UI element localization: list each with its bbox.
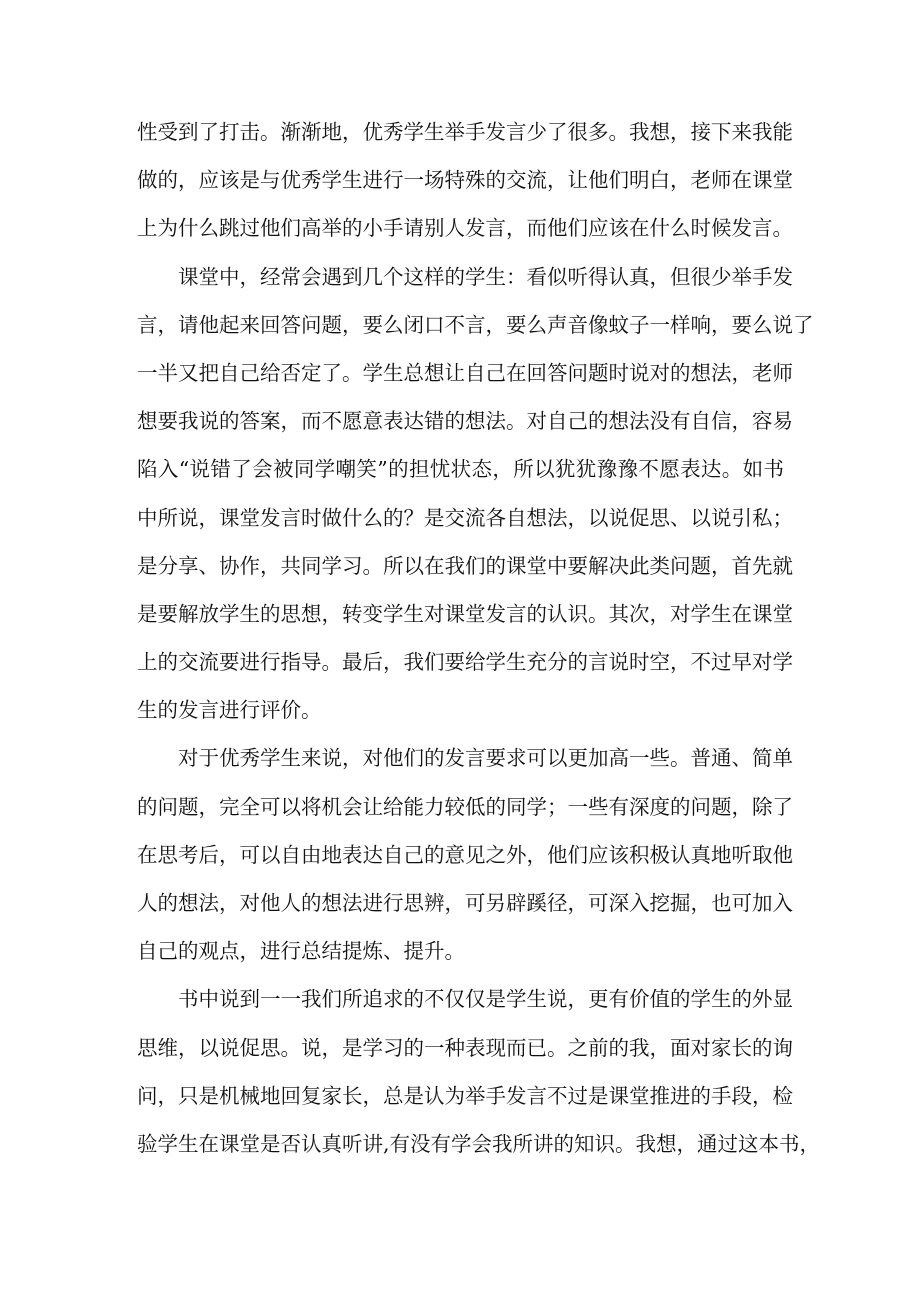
text-line: 做的，应该是与优秀学生进行一场特殊的交流，让他们明白，老师在课堂 — [137, 168, 793, 193]
text-line: 言，请他起来回答问题，要么闭口不言，要么声音像蚊子一样响，要么说了 — [137, 312, 814, 337]
text-line: 是分享、协作，共同学习。所以在我们的课堂中要解决此类问题，首先就 — [137, 553, 793, 578]
document-body — [137, 108, 821, 1168]
text-line: 想要我说的答案，而不愿意表达错的想法。对自己的想法没有自信，容易 — [137, 409, 793, 434]
paragraph-1-continuation — [137, 108, 793, 253]
text-line: 在思考后，可以自由地表达自己的意见之外，他们应该积极认真地听取他 — [137, 842, 793, 867]
text-line: 的问题，完全可以将机会让给能力较低的同学；一些有深度的问题，除了 — [137, 794, 793, 819]
text-line: 书中说到一一我们所追求的不仅仅是学生说，更有价值的学生的外显 — [178, 987, 793, 1012]
text-line: 验学生在课堂是否认真听讲,有没有学会我所讲的知识。我想，通过这本书， — [137, 1131, 821, 1156]
paragraph-2 — [137, 253, 814, 735]
text-line: 陷入“说错了会被同学嘲笑”的担忧状态，所以犹犹豫豫不愿表达。如书 — [137, 457, 784, 482]
text-line: 课堂中，经常会遇到几个这样的学生：看似听得认真，但很少举手发 — [178, 264, 793, 289]
text-line: 一半又把自己给否定了。学生总想让自己在回答问题时说对的想法，老师 — [137, 360, 793, 385]
text-line: 人的想法，对他人的想法进行思辨，可另辟蹊径，可深入挖掘，也可加入 — [137, 891, 793, 915]
text-line: 思维，以说促思。说，是学习的一种表现而已。之前的我，面对家长的询 — [137, 1035, 793, 1060]
text-line: 上为什么跳过他们高举的小手请别人发言，而他们应该在什么时候发言。 — [137, 216, 793, 241]
text-line: 中所说，课堂发言时做什么的？是交流各自想法，以说促思、以说引私； — [137, 505, 793, 530]
text-line: 是要解放学生的思想，转变学生对课堂发言的认识。其次，对学生在课堂 — [137, 601, 793, 626]
text-line: 对于优秀学生来说，对他们的发言要求可以更加高一些。普通、简单 — [178, 746, 793, 771]
text-line: 上的交流要进行指导。最后，我们要给学生充分的言说时空，不过早对学 — [137, 650, 793, 675]
paragraph-3 — [137, 734, 793, 975]
text-line: 性受到了打击。渐渐地，优秀学生举手发言少了很多。我想，接下来我能 — [137, 120, 793, 144]
text-line: 生的发言进行评价。 — [137, 698, 322, 723]
text-line: 自己的观点，进行总结提炼、提升。 — [137, 939, 465, 964]
paragraph-4 — [137, 975, 821, 1168]
text-line: 问，只是机械地回复家长，总是认为举手发言不过是课堂推进的手段，检 — [137, 1083, 793, 1108]
